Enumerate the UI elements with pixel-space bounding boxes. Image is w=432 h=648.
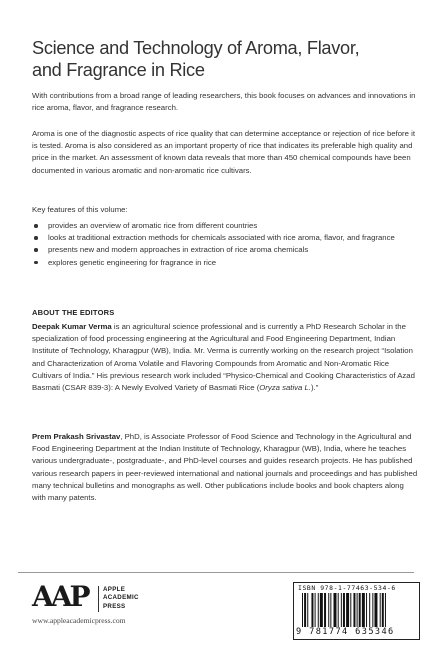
barcode-bar — [341, 593, 342, 627]
barcode-bar — [369, 593, 370, 627]
barcode-bar — [359, 593, 361, 627]
barcode-bar — [353, 593, 355, 627]
barcode-bar — [338, 593, 339, 627]
barcode-number: 9 781774 635346 — [296, 627, 395, 637]
title-line-2: and Fragrance in Rice — [32, 60, 205, 80]
barcode-bar — [362, 593, 365, 627]
aap-logo-mark: AAP — [32, 580, 88, 613]
isbn-barcode-box — [293, 582, 420, 640]
barcode-bar — [382, 593, 384, 627]
editor-bio-text-end: ).” — [310, 383, 319, 393]
barcode-bar — [315, 593, 316, 627]
barcode-bar — [302, 593, 303, 627]
barcode-bar — [350, 593, 351, 627]
barcode-bar — [330, 593, 331, 627]
about-editors-heading: ABOUT THE EDITORS — [32, 308, 115, 317]
editor-bio-1 — [32, 321, 418, 394]
editor-bio-text: is an agricultural science professional and is currently a PhD Research Scholar in the specialization of food processing engineering at the Agricultural and Food Engineering Department, Indian Institute of Technology, Kharagpur (WB), India. Mr. Verma is currently working on the research project “Isolation and Characterization of Aroma Volatile and Flavoring Compounds from Aromatic and Non-Aromatic Rice Cultivars of India.” His previous research work included “Physico-Chemical and Cooking Characteristics of Azad Basmati (CSAR 839-3): A Newly Evolved Variety of Basmati Rice ( — [32, 322, 415, 393]
publisher-logo — [32, 580, 172, 620]
publisher-name-line-1: APPLE — [103, 586, 126, 593]
title-line-1: Science and Technology of Aroma, Flavor, — [32, 38, 360, 58]
isbn-label: ISBN 978-1-77463-534-6 — [298, 584, 396, 592]
book-title — [32, 37, 402, 81]
editor-bio-2 — [32, 431, 418, 504]
barcode-bar — [346, 593, 349, 627]
barcode-bar — [318, 593, 319, 627]
barcode-bar — [307, 593, 308, 627]
list-item: looks at traditional extraction methods for chemicals associated with rice aroma, flavor, and fragrance — [32, 232, 402, 244]
key-features-label: Key features of this volume: — [32, 205, 128, 214]
barcode-bar — [374, 593, 377, 627]
publisher-name — [103, 586, 139, 611]
barcode-bar — [385, 593, 386, 627]
barcode-bar — [343, 593, 345, 627]
barcode-bar — [328, 593, 329, 627]
list-item: explores genetic engineering for fragrance in rice — [32, 257, 402, 269]
divider — [18, 572, 414, 573]
list-item: provides an overview of aromatic rice from different countries — [32, 220, 402, 232]
publisher-name-line-2: ACADEMIC — [103, 594, 139, 602]
barcode-bar — [334, 593, 337, 627]
logo-divider — [98, 586, 99, 612]
key-features-list — [32, 220, 402, 269]
barcode-bar — [380, 593, 381, 627]
list-item: presents new and modern approaches in extraction of rice aroma chemicals — [32, 244, 402, 256]
intro-paragraph: With contributions from a broad range of leading researchers, this book focuses on advances and innovations in rice aroma, flavor, and fragrance research. — [32, 91, 416, 113]
barcode-bar — [366, 593, 367, 627]
barcode-bar — [320, 593, 323, 627]
barcode-bar — [357, 593, 358, 627]
editor-bio-italic: Oryza sativa L. — [259, 383, 311, 393]
aroma-paragraph: Aroma is one of the diagnostic aspects of rice quality that can determine acceptance or rejection of rice before it is tested. Aroma is also considered as an important property of rice that indicates its preferable high quality and price in the market. An assessment of known data reveals that more than 450 chemical compounds have been documented in various aromatic and non-aromatic rice cultivars. — [32, 129, 415, 175]
publisher-name-line-3: PRESS — [103, 602, 126, 610]
barcode-bar — [324, 593, 326, 627]
barcode-bar — [304, 593, 306, 627]
editor-name: Deepak Kumar Verma — [32, 322, 112, 331]
barcode — [302, 593, 412, 627]
barcode-bar — [372, 593, 373, 627]
editor-bio-text: , PhD, is Associate Professor of Food Science and Technology in the Agricultural and Food Engineering Department at the Indian Institute of Technology, Kharagpur (WB), India, where he teaches various undergraduate-, postgraduate-, and PhD-level courses and guides research projects. He has published various research papers in peer-reviewed international and national journals and proceedings and has published many technical bulletins and monographs as well. Other publications include books and book chapters along with many patents. — [32, 432, 418, 503]
publisher-url[interactable]: www.appleacademicpress.com — [32, 616, 126, 625]
editor-name: Prem Prakash Srivastav — [32, 432, 121, 441]
barcode-bar — [311, 593, 313, 627]
